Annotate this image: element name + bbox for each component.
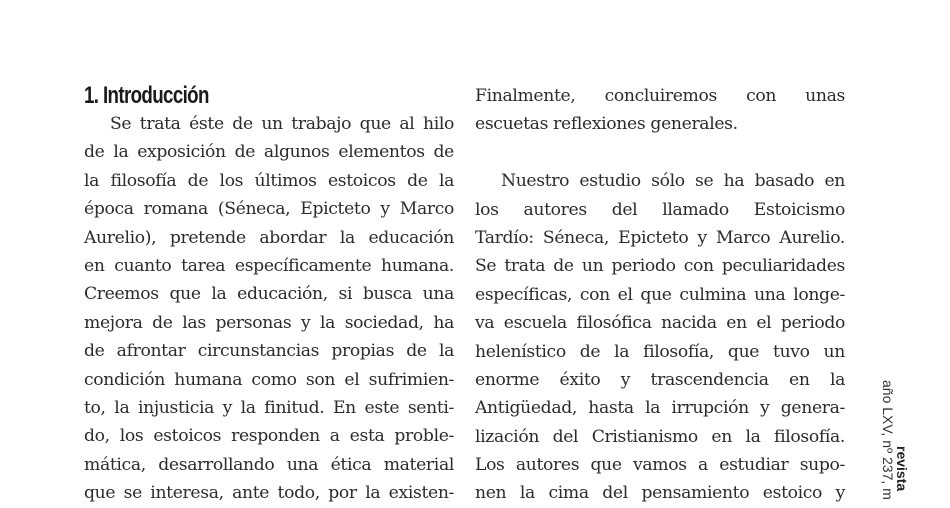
text-line: de la exposición de algunos elementos de [84,142,454,163]
text-line: los autores del llamado Estoicismo [475,199,845,220]
text-line: mejora de las personas y la sociedad, ha [84,312,454,333]
text-line: mática, desarrollando una ética material [84,454,454,475]
text-line: to, la injusticia y la finitud. En este senti- [84,397,454,418]
text-line: de afrontar circunstancias propias de la [84,341,454,362]
right-column [475,82,845,508]
text-line: do, los estoicos responden a esta proble- [84,426,454,447]
text-line: Creemos que la educación, si busca una [84,284,454,305]
text-line: específicas, con el que culmina una longe- [475,284,845,305]
section-heading: 1. Introducción [84,82,209,109]
text-line: Antigüedad, hasta la irrupción y genera- [475,398,845,419]
text-line: lización del Cristianismo en la filosofía. [475,426,845,447]
text-line: Nuestro estudio sólo se ha basado en [501,171,845,192]
margin-running-header [874,250,914,500]
text-line: Tardío: Séneca, Epicteto y Marco Aurelio. [475,227,845,248]
text-line: que se interesa, ante todo, por la existen- [84,483,454,504]
text-line: helenístico de la filosofía, que tuvo un [475,341,845,362]
text-line: Los autores que vamos a estudiar supo- [475,455,845,476]
issue-label: año LXV, nº 237, m [880,380,896,500]
text-line: condición humana como son el sufrimien- [84,369,454,390]
left-column [84,82,454,507]
text-line: escuetas reflexiones generales. [475,114,738,135]
text-line: Se trata de un periodo con peculiaridades [475,256,845,277]
text-line: en cuanto tarea específicamente humana. [84,255,454,276]
text-line: enorme éxito y trascendencia en la [475,369,845,390]
text-line: Se trata éste de un trabajo que al hilo [110,114,454,134]
text-line: Finalmente, concluiremos con unas [475,86,845,106]
paragraph-gap [475,139,845,167]
journal-label: revista [894,446,910,492]
text-line: la filosofía de los últimos estoicos de la [84,170,454,191]
text-line: época romana (Séneca, Epicteto y Marco [84,199,454,220]
text-line: nen la cima del pensamiento estoico y [475,483,845,504]
text-line: Aurelio), pretende abordar la educación [84,227,454,248]
text-line: va escuela filosófica nacida en el periodo [475,313,845,334]
